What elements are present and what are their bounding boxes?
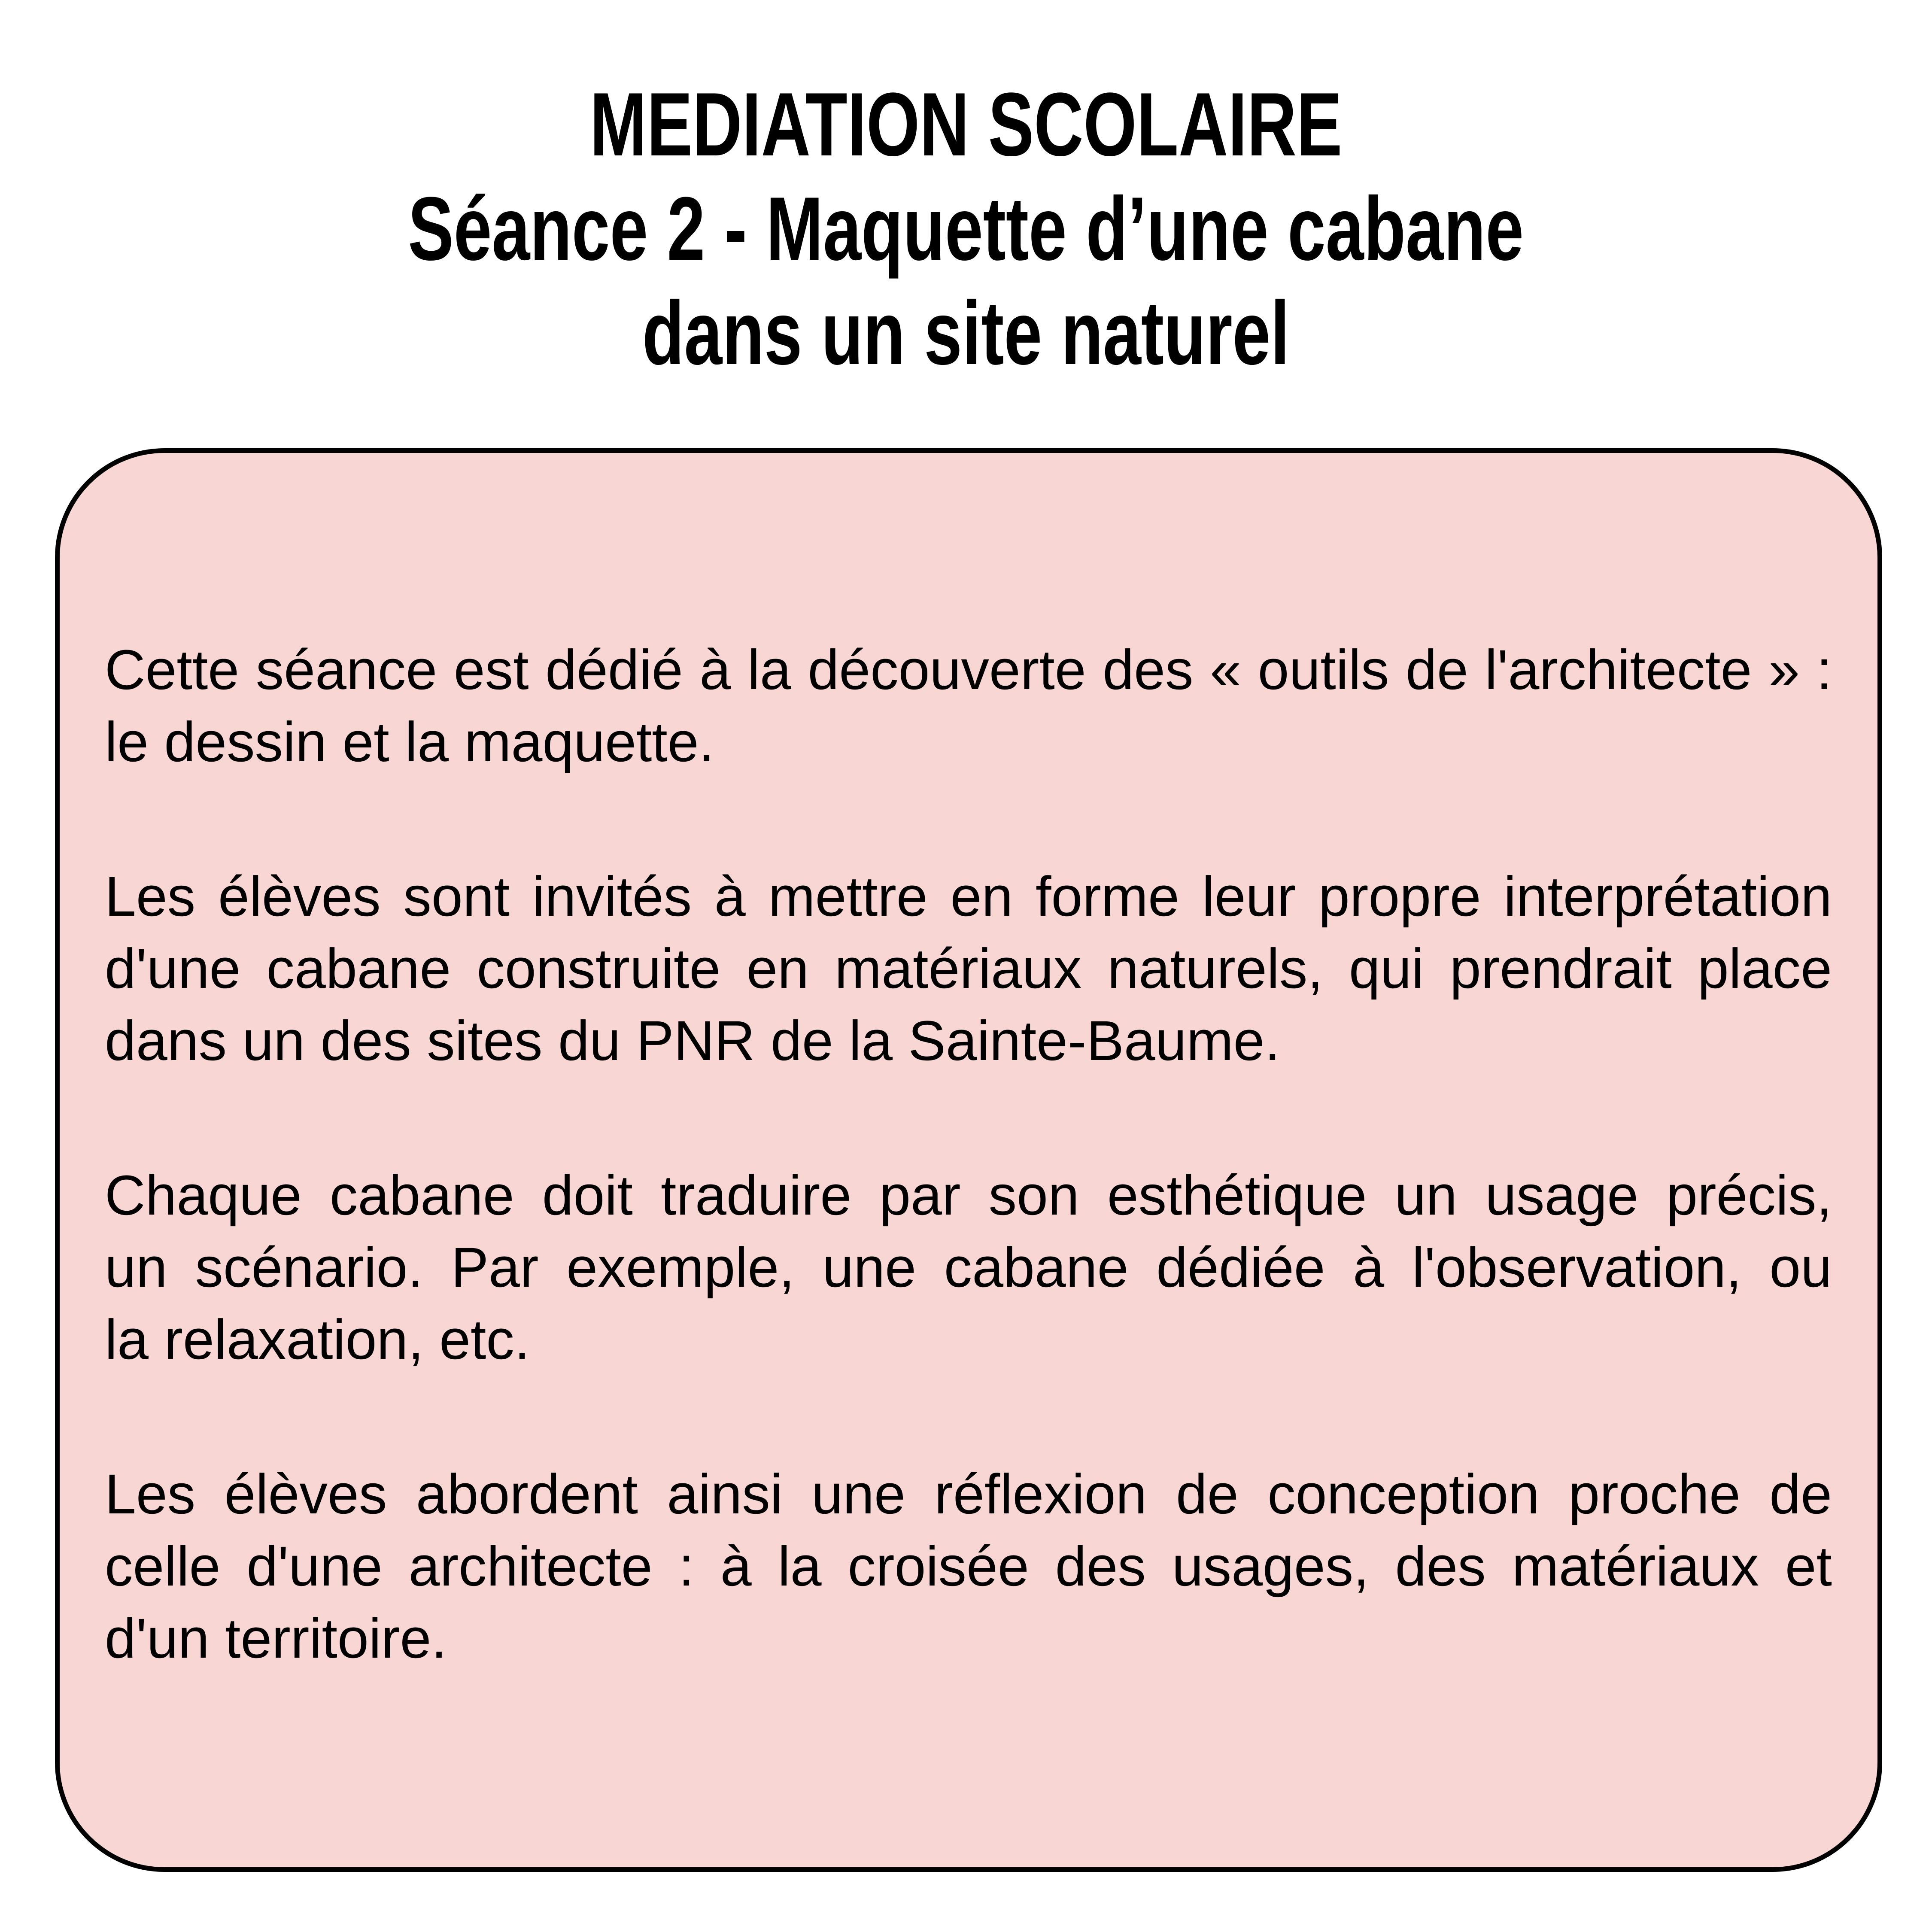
title-line-1-text: MEDIATION SCOLAIRE xyxy=(589,74,1343,175)
paragraph-4-line-2: celle d'une architecte : à la croisée des usages, des matériaux et xyxy=(105,1534,1832,1598)
paragraph-1-line-1: Cette séance est dédié à la découverte des « outils de l'architecte » : xyxy=(105,638,1832,701)
paragraph-3-line-2: un scénario. Par exemple, une cabane dédiée à l'observation, ou xyxy=(105,1236,1832,1299)
paragraph-1-line-2: le dessin et la maquette. xyxy=(105,710,715,773)
paragraph-4-line-3: d'un territoire. xyxy=(105,1607,447,1670)
paragraph-3-line-3: la relaxation, etc. xyxy=(105,1308,530,1371)
title-line-3 xyxy=(0,281,1932,385)
paragraph-2-line-1: Les élèves sont invités à mettre en forme leur propre interprétation xyxy=(105,865,1832,928)
description-card-text xyxy=(60,453,1877,1674)
paragraph-4-line-1: Les élèves abordent ainsi une réflexion de conception proche de xyxy=(105,1462,1832,1525)
paragraph-2 xyxy=(105,860,1832,1077)
title-line-3-text: dans un site naturel xyxy=(642,283,1290,383)
paragraph-1 xyxy=(105,634,1832,778)
title-line-1 xyxy=(0,72,1932,176)
description-card xyxy=(55,448,1882,1872)
title-line-2 xyxy=(0,176,1932,281)
paragraph-2-line-2: d'une cabane construite en matériaux naturels, qui prendrait place xyxy=(105,937,1832,1000)
paragraph-2-line-3: dans un des sites du PNR de la Sainte-Baume. xyxy=(105,1009,1281,1072)
page-title xyxy=(0,72,1932,385)
title-line-2-text: Séance 2 - Maquette d’une cabane xyxy=(408,178,1524,279)
paragraph-4 xyxy=(105,1458,1832,1674)
paragraph-3 xyxy=(105,1159,1832,1376)
paragraph-3-line-1: Chaque cabane doit traduire par son esthétique un usage précis, xyxy=(105,1163,1832,1227)
